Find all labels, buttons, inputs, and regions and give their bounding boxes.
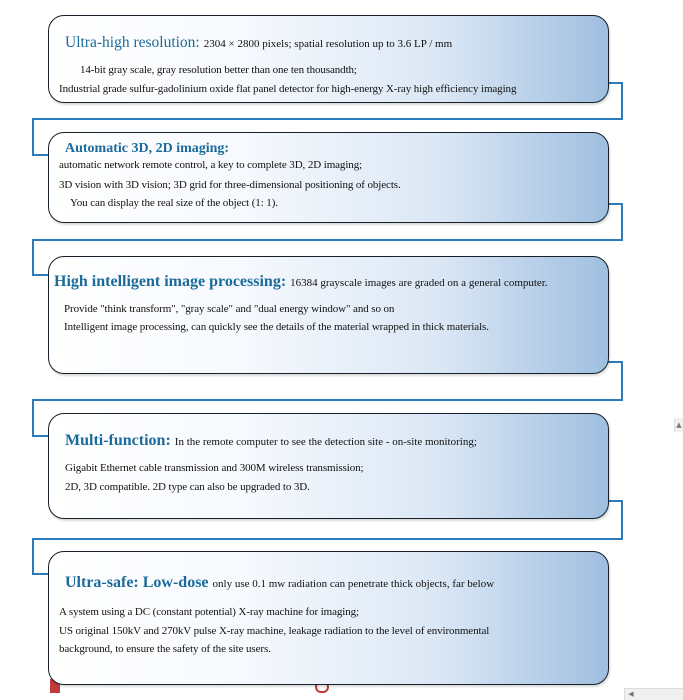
feature-title: High intelligent image processing: — [54, 273, 287, 290]
feature-line: 2D, 3D compatible. 2D type can also be upgraded to 3D. — [65, 481, 310, 493]
feature-lead: only use 0.1 mw radiation can penetrate thick objects, far below — [212, 578, 495, 590]
up-arrow-icon[interactable]: ▲ — [676, 421, 682, 429]
feature-title: Multi-function: — [65, 432, 171, 449]
feature-box-processing — [48, 256, 609, 374]
feature-line: You can display the real size of the object (1: 1). — [70, 197, 278, 209]
feature-box-safety — [48, 551, 609, 685]
scrollbar-track[interactable] — [674, 418, 683, 432]
feature-line: A system using a DC (constant potential) X-ray machine for imaging; — [59, 606, 360, 618]
feature-line: US original 150kV and 270kV pulse X-ray machine, leakage radiation to the level of environmental — [59, 625, 490, 637]
feature-line: Gigabit Ethernet cable transmission and 300M wireless transmission; — [65, 462, 364, 474]
feature-line: Intelligent image processing, can quickly see the details of the material wrapped in thick materials. — [64, 321, 489, 333]
feature-title: Ultra-safe: Low-dose — [65, 574, 209, 591]
feature-line: Provide "think transform", "gray scale" and "dual energy window" and so on — [64, 303, 395, 315]
feature-line: 3D vision with 3D vision; 3D grid for three-dimensional positioning of objects. — [59, 179, 401, 191]
feature-lead: 2304 × 2800 pixels; spatial resolution up to 3.6 LP / mm — [203, 38, 453, 50]
scrollbar-corner[interactable] — [624, 688, 683, 700]
feature-box-resolution — [48, 15, 609, 103]
feature-line: 14-bit gray scale, gray resolution better than one ten thousandth; — [80, 64, 357, 76]
feature-box-imaging — [48, 132, 609, 223]
feature-lead: 16384 grayscale images are graded on a general computer. — [290, 277, 548, 289]
feature-line: background, to ensure the safety of the site users. — [59, 643, 271, 655]
feature-lead: In the remote computer to see the detection site - on-site monitoring; — [174, 436, 477, 448]
feature-title: Ultra-high resolution: — [65, 34, 200, 51]
feature-line: Industrial grade sulfur-gadolinium oxide flat panel detector for high-energy X-ray high efficiency imaging — [59, 83, 517, 95]
feature-line: automatic network remote control, a key to complete 3D, 2D imaging; — [59, 159, 363, 171]
down-arrow-icon[interactable]: ◀ — [628, 690, 634, 698]
feature-box-multifunction — [48, 413, 609, 519]
feature-title: Automatic 3D, 2D imaging: — [65, 141, 230, 156]
